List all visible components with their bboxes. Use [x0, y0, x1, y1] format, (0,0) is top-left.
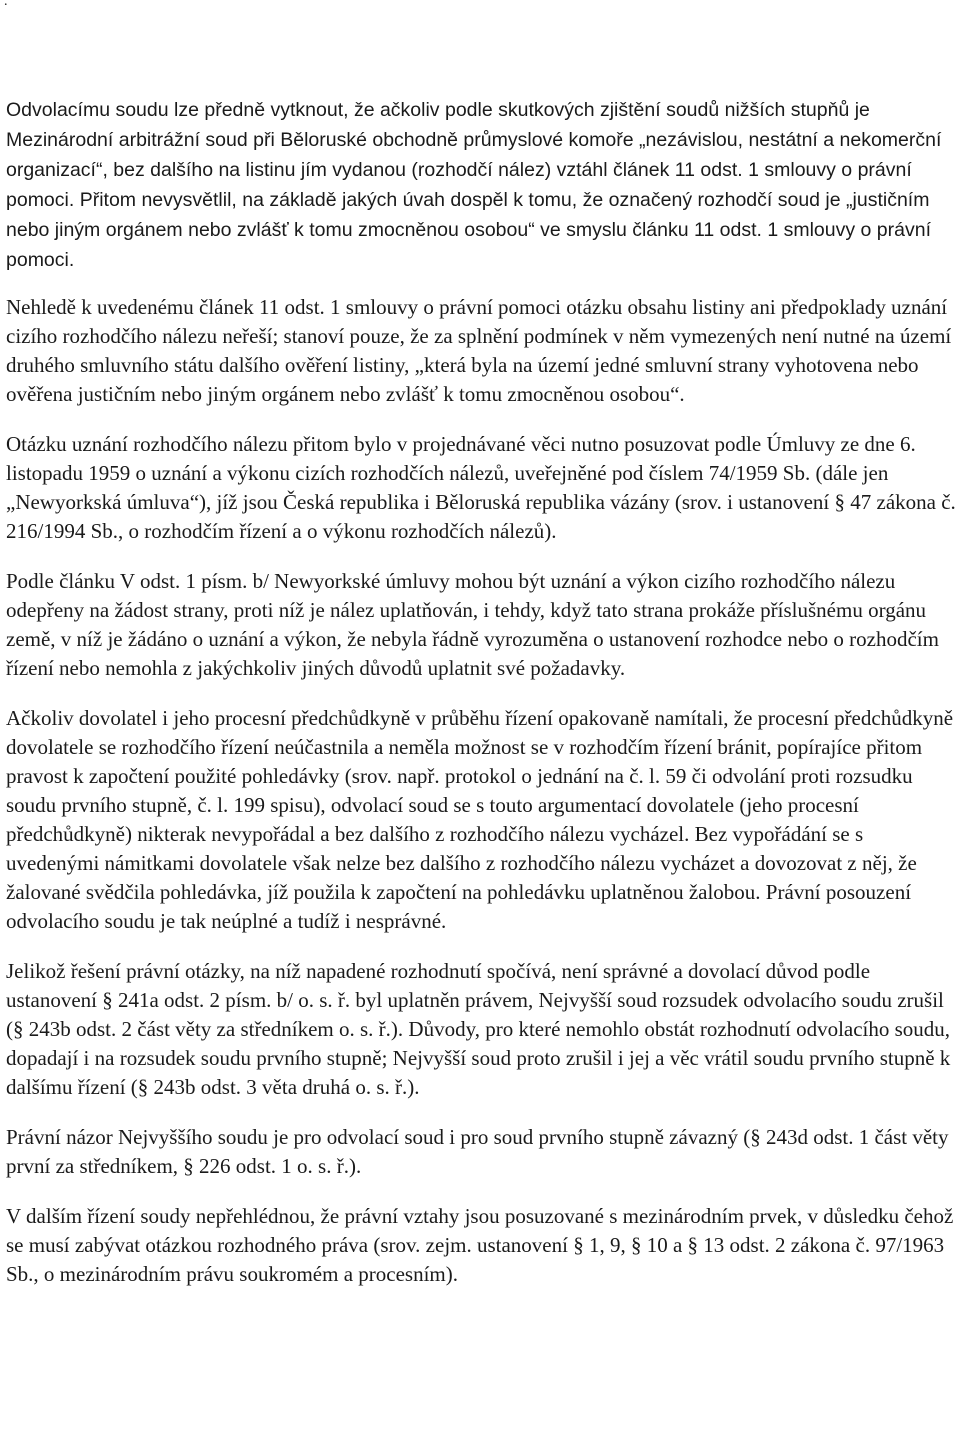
paragraph-4-text: Podle článku V odst. 1 písm. b/ Newyorkské úmluvy mohou být uznání a výkon cizího rozhodčího nálezu odepřeny na žádost strany, proti níž je nález uplatňován, i tehdy, když tato strana prokáže příslušnému orgánu země, v níž je žádáno o uznání a výkon, že nebyla řádně vyrozuměna o ustanovení rozhodce nebo o rozhodčím řízení nebo nemohla z jakýchkoliv jiných důvodů uplatnit své požadavky.	[6, 569, 939, 680]
paragraph-8-text: V dalším řízení soudy nepřehlédnou, že právní vztahy jsou posuzované s mezinárodním prvek, v důsledku čehož se musí zabývat otázkou rozhodného práva (srov. zejm. ustanovení § 1, 9, § 10 a § 13 odst. 2 zákona č. 97/1963 Sb., o mezinárodním právu soukromém a procesním).	[6, 1204, 954, 1286]
paragraph-3-text: Otázku uznání rozhodčího nálezu přitom bylo v projednávané věci nutno posuzovat podle Úmluvy ze dne 6. listopadu 1959 o uznání a výkonu cizích rozhodčích nálezů, uveřejněné pod číslem 74/1959 Sb. (dále jen „Newyorkská úmluva“), jíž jsou Česká republika i Běloruská republika vázány (srov. i ustanovení § 47 zákona č. 216/1994 Sb., o rozhodčím řízení a o výkonu rozhodčích nálezů).	[6, 432, 956, 543]
paragraph-5	[6, 704, 956, 936]
paragraph-7-text: Právní názor Nejvyššího soudu je pro odvolací soud i pro soud prvního stupně závazný (§ 243d odst. 1 část věty první za středníkem, § 226 odst. 1 o. s. ř.).	[6, 1125, 949, 1178]
paragraph-6	[6, 957, 956, 1102]
paragraph-3	[6, 430, 956, 546]
paragraph-1-sans-text: Odvolacímu soudu lze předně vytknout, že ačkoliv podle skutkových zjištění soudů nižších stupňů je Mezinárodní arbitrážní soud při Běloruské obchodně průmyslové komoře „nezávislou, nestátní a nekomerční organizací“, bez dalšího na listinu jím vydanou (rozhodčí nález) vztáhl článek 11 odst. 1 smlouvy o právní pomoci.	[6, 99, 942, 211]
paragraph-4	[6, 567, 956, 683]
paragraph-2-text: Nehledě k uvedenému článek 11 odst. 1 smlouvy o právní pomoci otázku obsahu listiny ani předpoklady uznání cizího rozhodčího nálezu neřeší; stanoví pouze, že za splnění podmínek v něm vymezených není nutné na území druhého smluvního státu dalšího ověření listiny, „která byla na území jedné smluvní strany vyhotovena nebo ověřena justičním nebo jiným orgánem nebo zvlášť k tomu zmocněnou osobou“.	[6, 295, 952, 406]
paragraph-1	[6, 95, 956, 275]
paragraph-6-text: Jelikož řešení právní otázky, na níž napadené rozhodnutí spočívá, není správné a dovolací důvod podle ustanovení § 241a odst. 2 písm. b/ o. s. ř. byl uplatněn právem, Nejvyšší soud rozsudek odvolacího soudu zrušil (§ 243b odst. 2 část věty za středníkem o. s. ř.). Důvody, pro které nemohlo obstát rozhodnutí odvolacího soudu, dopadají i na rozsudek soudu prvního stupně; Nejvyšší soud proto zrušil i jej a věc vrátil soudu prvního stupně k dalšímu řízení (§ 243b odst. 3 věta druhá o. s. ř.).	[6, 959, 951, 1099]
paragraph-1-sans-text-2: Přitom nevysvětlil, na základě jakých úvah dospěl k tomu, že označený rozhodčí soud je „justičním nebo jiným orgánem nebo zvlášť k tomu zmocněnou osobou“ ve smyslu článku 11 odst. 1 smlouvy o právní pomoci.	[6, 189, 932, 271]
document-body	[6, 95, 956, 1310]
paragraph-7	[6, 1123, 956, 1181]
paragraph-2	[6, 293, 956, 409]
paragraph-5-text: Ačkoliv dovolatel i jeho procesní předchůdkyně v průběhu řízení opakovaně namítali, že procesní předchůdkyně dovolatele se rozhodčího řízení neúčastnila a neměla možnost se v rozhodčím řízení bránit, popírajíce přitom pravost k započtení použité pohledávky (srov. např. protokol o jednání na č. l. 59 či odvolání proti rozsudku soudu prvního stupně, č. l. 199 spisu), odvolací soud se s touto argumentací dovolatele (jeho procesní předchůdkyně) nikterak nevypořádal a bez dalšího z rozhodčího nálezu vycházel. Bez vypořádání se s uvedenými námitkami dovolatele však nelze bez dalšího z rozhodčího nálezu vycházet a dovozovat z něj, že žalované svědčila pohledávka, jíž použila k započtení na pohledávku uplatněnou žalobou. Právní posouzení odvolacího soudu je tak neúplné a tudíž i nesprávné.	[6, 706, 954, 933]
paragraph-8	[6, 1202, 956, 1289]
page-mark: .	[4, 0, 8, 9]
